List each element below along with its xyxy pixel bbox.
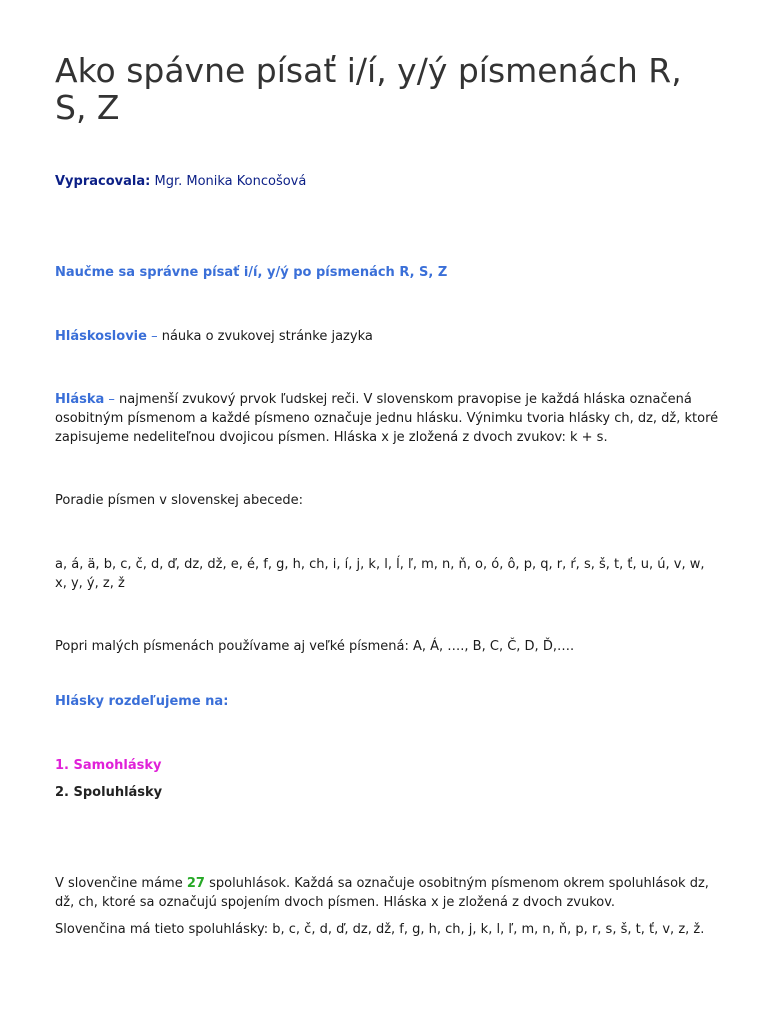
hlaska-term: Hláska xyxy=(55,392,105,407)
hlaskoslovie-definition: náuka o zvukovej stránke jazyka xyxy=(157,329,373,344)
hlaska-dash: – xyxy=(104,392,115,407)
consonant-paragraph xyxy=(55,874,720,912)
hlaska-definition: najmenší zvukový prvok ľudskej reči. V slovenskom pravopise je každá hláska označená osobitným písmenom a každé písmeno označuje jednu hlásku. Výnimku tvoria hlásky ch, dz, dž, ktoré zapisujeme nedeliteľnou dvojicou písmen. Hláska x je zložená z dvoch zvukov: k + s. xyxy=(55,392,719,445)
consonant-list: Slovenčina má tieto spoluhlásky: b, c, č, d, ď, dz, dž, f, g, h, ch, j, k, l, ľ, m, n, ň, p, r, s, š, t, ť, v, z, ž. xyxy=(55,922,705,937)
document-title: Ako spávne písať i/í, y/ý písmenách R, S, Z xyxy=(55,51,682,127)
list-item-spoluhlasky: 2. Spoluhlásky xyxy=(55,785,163,800)
author-name: Mgr. Monika Koncošová xyxy=(150,174,307,189)
consonant-text-before: V slovenčine máme xyxy=(55,876,187,891)
consonant-text-after: spoluhlások. Každá sa označuje osobitným písmenom okrem spoluhlások dz, dž, ch, ktoré sa označujú spojením dvoch písmen. Hláska x je zložená z dvoch zvukov. xyxy=(55,876,709,910)
author-line xyxy=(55,172,720,191)
alphabet-intro: Poradie písmen v slovenskej abecede: xyxy=(55,493,303,508)
uppercase-note: Popri malých písmenách používame aj veľké písmená: A, Á, …., B, C, Č, D, Ď,…. xyxy=(55,639,575,654)
division-heading: Hlásky rozdeľujeme na: xyxy=(55,694,229,709)
section-heading: Naučme sa správne písať i/í, y/ý po písmenách R, S, Z xyxy=(55,265,448,280)
hlaskoslovie-paragraph xyxy=(55,327,720,346)
consonant-count: 27 xyxy=(186,876,205,891)
hlaskoslovie-dash: – xyxy=(146,329,158,344)
hlaskoslovie-term: Hláskoslovie xyxy=(55,329,147,344)
author-label: Vypracovala: xyxy=(55,174,151,189)
alphabet-list: a, á, ä, b, c, č, d, ď, dz, dž, e, é, f, g, h, ch, i, í, j, k, l, ĺ, ľ, m, n, ň, o, ó, ô, p, q, r, ŕ, s, š, t, ť, u, ú, v, w, x, y, ý, z, ž xyxy=(55,557,705,591)
hlaska-paragraph xyxy=(55,390,720,447)
list-item-samohlasky: 1. Samohlásky xyxy=(55,758,162,773)
